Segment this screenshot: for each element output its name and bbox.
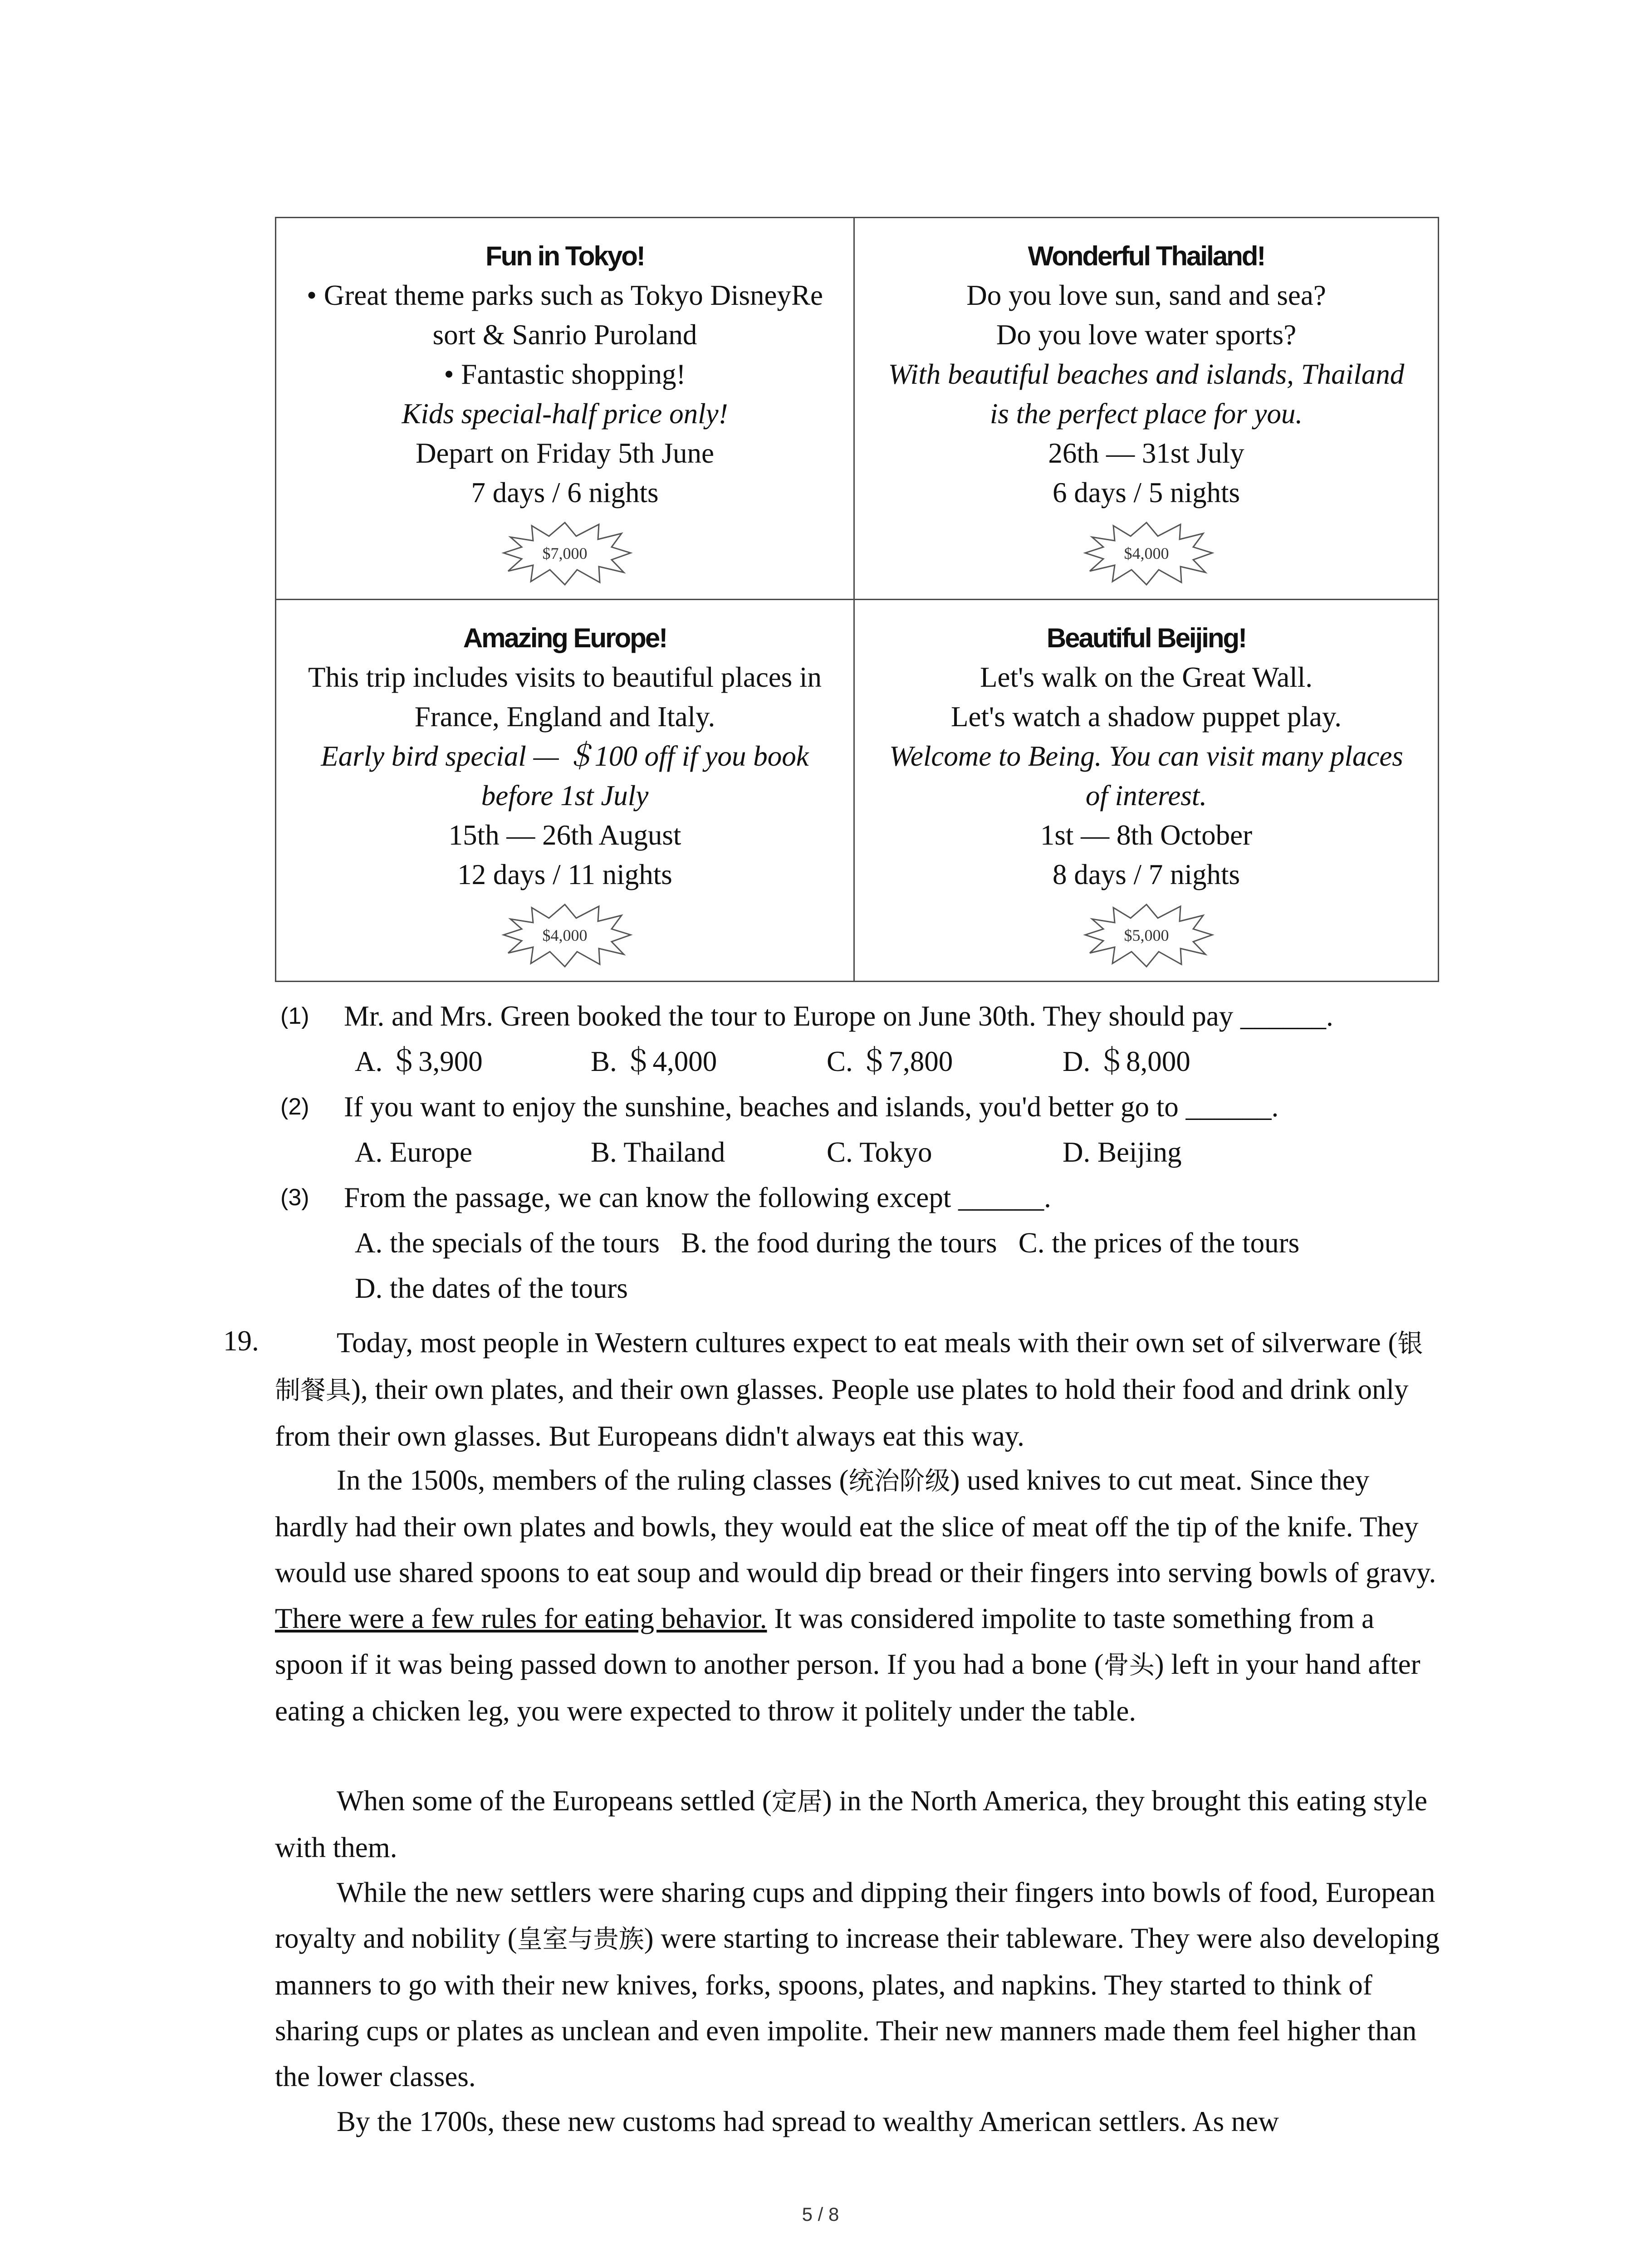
ad-line: France, England and Italy. — [414, 701, 715, 733]
ad-line: Let's watch a shadow puppet play. — [950, 701, 1342, 733]
ad-line: Welcome to Being. You can visit many places — [889, 740, 1403, 772]
ad-europe — [276, 600, 855, 981]
question-stem: Mr. and Mrs. Green booked the tour to Europe on June 30th. They should pay ______. — [344, 1000, 1333, 1032]
passage-paragraph: When some of the Europeans settled (定居) in the North America, they brought this eating style with them. — [275, 1785, 1427, 1863]
ad-line: sort & Sanrio Puroland — [432, 319, 697, 351]
option-d[interactable]: D. the dates of the tours — [355, 1272, 628, 1304]
ad-line: Depart on Friday 5th June — [416, 437, 714, 469]
passage-paragraph: Today, most people in Western cultures expect to eat meals with their own set of silverware (银制餐具), their own plates, and their own glasses. People use plates to hold their food and drink only from their own glasses. But Europeans didn't always eat this way. — [275, 1327, 1423, 1452]
ad-line: Let's walk on the Great Wall. — [980, 661, 1313, 693]
question-stem: From the passage, we can know the following except ______. — [344, 1182, 1051, 1213]
price-label: $5,000 — [1124, 926, 1169, 944]
ad-title: Amazing Europe! — [463, 623, 667, 653]
ad-title: Fun in Tokyo! — [485, 241, 644, 271]
question-options — [355, 1043, 1353, 1080]
passage-paragraph: By the 1700s, these new customs had spread to wealthy American settlers. As new — [337, 2106, 1279, 2137]
question-number: (3) — [280, 1184, 309, 1211]
ad-title: Beautiful Beijing! — [1046, 623, 1246, 653]
page-number: 5 / 8 — [802, 2204, 839, 2225]
ad-thailand — [855, 218, 1438, 600]
ad-line: Early bird special — ＄100 off if you book — [321, 740, 809, 772]
ad-line: is the perfect place for you. — [989, 398, 1303, 430]
question-number: (2) — [280, 1094, 309, 1120]
ad-line: 26th — 31st July — [1048, 437, 1244, 469]
ad-line: Do you love sun, sand and sea? — [966, 279, 1326, 311]
ad-line: 1st — 8th October — [1040, 819, 1253, 851]
ad-line: • Great theme parks such as Tokyo DisneyRe — [307, 279, 823, 311]
question-stem: If you want to enjoy the sunshine, beaches and islands, you'd better go to ______. — [344, 1091, 1279, 1123]
question-options-row[interactable]: A. the specials of the tours B. the food during the tours C. the prices of the tours — [355, 1227, 1300, 1259]
price-burst-icon — [490, 901, 640, 969]
ad-beijing — [855, 600, 1438, 981]
ad-line: Kids special-half price only! — [402, 398, 728, 430]
price-label: $4,000 — [542, 926, 588, 944]
ad-line: Do you love water sports? — [996, 319, 1297, 351]
price-label: $7,000 — [542, 544, 588, 562]
price-burst-icon — [490, 519, 640, 587]
option-a[interactable]: A. Europe — [355, 1136, 472, 1168]
question-number: (1) — [280, 1003, 309, 1029]
ad-line: With beautiful beaches and islands, Thailand — [888, 358, 1405, 390]
option-b[interactable]: B. ＄4,000 — [591, 1046, 717, 1077]
ad-line: of interest. — [1085, 780, 1207, 811]
passage-paragraph: While the new settlers were sharing cups and dipping their fingers into bowls of food, European royalty and nobility (皇室与贵族) were starting to increase their tableware. They were also developing manners to go with their new knives, forks, spoons, plates, and napkins. They started to think of sharing cups or plates as unclean and even impolite. Their new manners made them feel higher than the lower classes. — [275, 1877, 1440, 2092]
ad-line: 6 days / 5 nights — [1052, 477, 1240, 508]
ad-line: 7 days / 6 nights — [471, 477, 659, 508]
question-options — [355, 1134, 1353, 1170]
option-a[interactable]: A. ＄3,900 — [355, 1046, 483, 1077]
ad-line: before 1st July — [481, 780, 649, 811]
ad-line: This trip includes visits to beautiful places in — [308, 661, 822, 693]
underlined-sentence: There were a few rules for eating behavior. — [275, 1603, 767, 1634]
option-d[interactable]: D. Beijing — [1063, 1136, 1182, 1168]
passage-paragraph: In the 1500s, members of the ruling classes (统治阶级) used knives to cut meat. Since they hardly had their own plates and bowls, they would eat the slice of meat off the tip of the knife. They would use shared spoons to eat soup and would dip bread or their fingers into serving bowls of gravy. There were a few rules for eating behavior. It was considered impolite to taste something from a spoon if it was being passed down to another person. If you had a bone (骨头) left in your hand after eating a chicken leg, you were expected to throw it politely under the table. — [275, 1464, 1436, 1727]
ad-line: 12 days / 11 nights — [457, 859, 672, 890]
passage-number: 19. — [223, 1325, 259, 1357]
ad-line: 8 days / 7 nights — [1052, 859, 1240, 890]
option-c[interactable]: C. Tokyo — [827, 1136, 932, 1168]
ad-title: Wonderful Thailand! — [1028, 241, 1265, 271]
price-burst-icon — [1072, 901, 1221, 969]
option-b[interactable]: B. Thailand — [591, 1136, 725, 1168]
ad-line: 15th — 26th August — [448, 819, 681, 851]
price-label: $4,000 — [1124, 544, 1169, 562]
tour-ads-table — [275, 217, 1439, 982]
option-c[interactable]: C. ＄7,800 — [827, 1046, 953, 1077]
ad-line: • Fantastic shopping! — [444, 358, 686, 390]
ad-tokyo — [276, 218, 855, 600]
price-burst-icon — [1072, 519, 1221, 587]
option-d[interactable]: D. ＄8,000 — [1063, 1046, 1190, 1077]
